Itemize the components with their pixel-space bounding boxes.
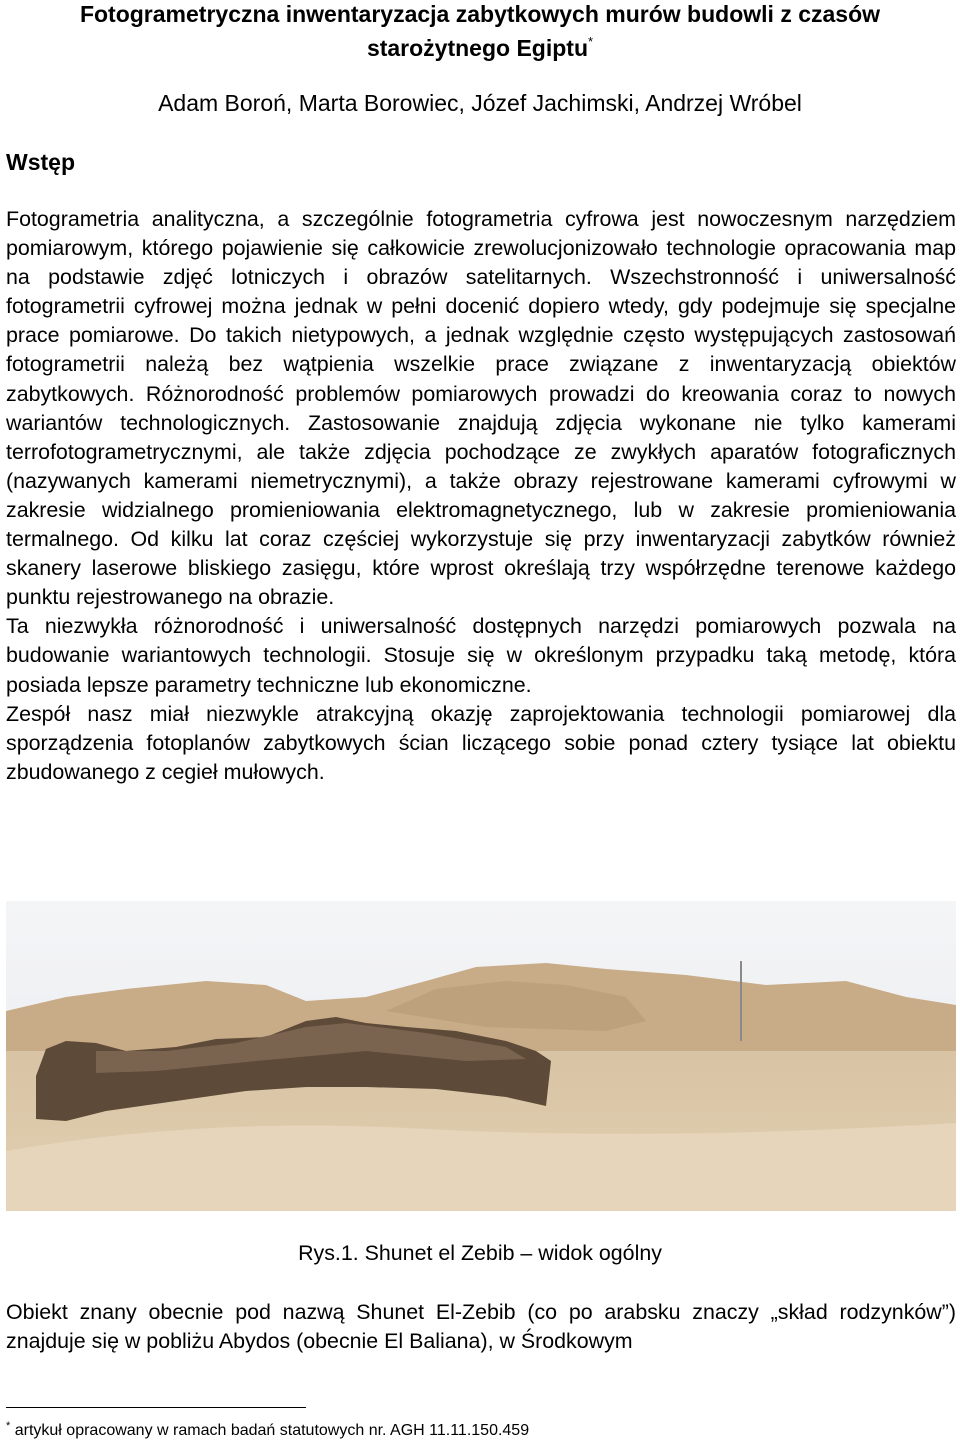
footnote-separator	[6, 1407, 306, 1408]
paragraph-3: Zespół nasz miał niezwykle atrakcyjną okazję zaprojektowania technologii pomiarowej dla sporządzenia fotoplanów zabytkowych ścian liczącego sobie ponad cztery tysiące lat obiektu zbudowanego z cegieł mułowych.	[6, 701, 956, 784]
paragraph-after-figure: Obiekt znany obecnie pod nazwą Shunet El-Zebib (co po arabsku znaczy „skład rodzynków”) znajduje się w pobliżu Abydos (obecnie El Baliana), w Środkowym	[6, 1300, 956, 1354]
continuation-text	[6, 1298, 956, 1356]
section-heading: Wstęp	[6, 149, 75, 175]
paragraph-2: Ta niezwykła różnorodność i uniwersalność dostępnych narzędzi pomiarowych pozwala na budowanie wariantowych technologii. Stosuje się w określonym przypadku taką metodę, która posiada lepsze parametry techniczne lub ekonomiczne.	[6, 614, 956, 697]
title-footnote-mark: *	[588, 34, 594, 49]
footnote-mark: *	[6, 1420, 11, 1432]
intro-text	[6, 205, 956, 787]
paper-title	[30, 0, 930, 62]
footnote	[6, 1416, 529, 1441]
paper-title-text: Fotogrametryczna inwentaryzacja zabytkowych murów budowli z czasów starożytnego Egiptu	[79, 1, 881, 61]
figure-caption: Rys.1. Shunet el Zebib – widok ogólny	[298, 1241, 662, 1265]
footnote-text: artykuł opracowany w ramach badań statutowych nr. AGH 11.11.150.459	[14, 1422, 530, 1439]
sand-dune	[6, 1123, 956, 1211]
figure-photo-shunet-el-zebib	[6, 901, 956, 1211]
paragraph-1: Fotogrametria analityczna, a szczególnie fotogrametria cyfrowa jest nowoczesnym narzędziem pomiarowym, którego pojawienie się całkowicie zrewolucjonizowało technologie opracowania map na podstawie zdjęć lotniczych i obrazów satelitarnych. Wszechstronność i uniwersalność fotogrametrii cyfrowej można jednak w pełni docenić dopiero wtedy, gdy podejmuje się specjalne prace pomiarowe. Do takich nietypowych, a jednak względnie często występujących zastosowań fotogrametrii należą bez wątpienia wszelkie prace związane z inwentaryzacją obiektów zabytkowych. Różnorodność problemów pomiarowych prowadzi do kreowania coraz to nowych wariantów technologicznych. Zastosowanie znajdują zdjęcia wykonane nie tylko kamerami terrofotogrametrycznymi, ale także zdjęcia pochodzące ze zwykłych aparatów fotograficznych (nazywanych kamerami niemetrycznymi), a także obrazy rejestrowane kamerami cyfrowymi w zakresie widzialnego promieniowania elektromagnetycznego, lub w zakresie promieniowania termalnego. Od kilku lat coraz częściej wykorzystuje się przy inwentaryzacji zabytków również skanery laserowe bliskiego zasięgu, które wprost określają trzy współrzędne terenowe każdego punktu rejestrowanego na obrazie.	[6, 207, 956, 610]
desert-photo	[6, 901, 956, 1211]
author-list: Adam Boroń, Marta Borowiec, Józef Jachimski, Andrzej Wróbel	[158, 90, 802, 116]
